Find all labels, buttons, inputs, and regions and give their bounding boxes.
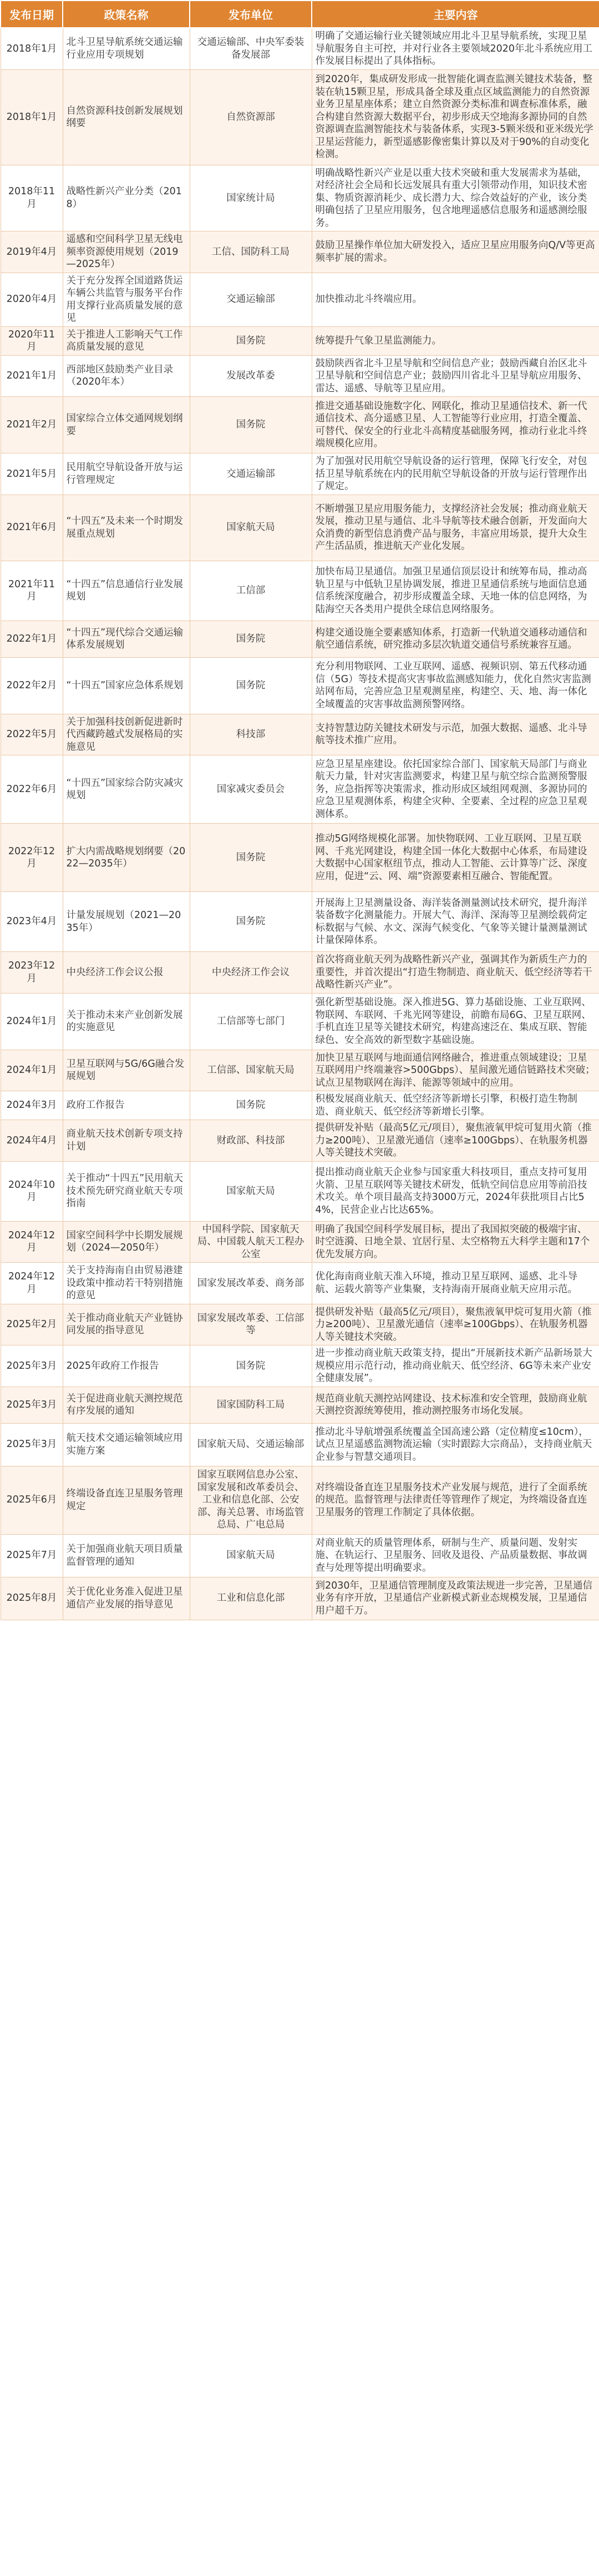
cell-issuing-unit: 国务院 [190, 621, 312, 657]
cell-policy-name: 关于加强商业航天项目质量监督管理的通知 [63, 1534, 190, 1577]
table-row [1, 69, 599, 165]
cell-policy-name: 战略性新兴产业分类（2018） [63, 165, 190, 231]
cell-issuing-unit: 国务院 [190, 657, 312, 714]
cell-date: 2022年5月 [1, 714, 63, 755]
cell-date: 2025年3月 [1, 1345, 63, 1387]
cell-issuing-unit: 中央经济工作会议 [190, 952, 312, 994]
table-header-row [1, 1, 599, 28]
table-row [1, 657, 599, 714]
cell-policy-name: “十四五”信息通信行业发展规划 [63, 561, 190, 621]
table-row [1, 165, 599, 231]
cell-policy-name: 关于推动未来产业创新发展的实施意见 [63, 993, 190, 1050]
cell-policy-name: 国家空间科学中长期发展规划（2024—2050年） [63, 1221, 190, 1263]
cell-main-content: 提出推动商业航天企业参与国家重大科技项目，重点支持可复用火箭、卫星互联网等关键技术研发，低轨空间信息应用等前沿技术攻关。单个项目最高支持3000万元，2024年获批项目占比54%，民营企业占比达65%。 [312, 1161, 599, 1221]
cell-main-content: 提供研发补贴（最高5亿元/项目），聚焦液氧甲烷可复用火箭（推力≥200吨）、卫星激光通信（速率≥100Gbps）、在轨服务机器人等关键技术突破。 [312, 1120, 599, 1162]
cell-date: 2021年11月 [1, 561, 63, 621]
cell-date: 2025年8月 [1, 1577, 63, 1620]
cell-issuing-unit: 发展改革委 [190, 355, 312, 397]
cell-policy-name: 西部地区鼓励类产业目录（2020年本） [63, 355, 190, 397]
cell-date: 2024年1月 [1, 993, 63, 1050]
header-policy-name: 政策名称 [63, 1, 190, 28]
cell-main-content: 不断增强卫星应用服务能力，支撑经济社会发展；推动商业航天发展，推动卫星与通信、北斗导航等技术融合创新，开发面向大众消费的新型信息消费产品与服务，丰富应用场景，提升大众生产生活品质，推进航天产业化发展。 [312, 495, 599, 561]
cell-date: 2024年4月 [1, 1120, 63, 1162]
cell-issuing-unit: 国务院 [190, 1091, 312, 1120]
table-row [1, 1466, 599, 1534]
cell-main-content: 统筹提升气象卫星监测能力。 [312, 326, 599, 355]
cell-issuing-unit: 国家航天局、交通运输部 [190, 1423, 312, 1466]
cell-date: 2018年1月 [1, 28, 63, 69]
cell-date: 2025年2月 [1, 1304, 63, 1345]
table-row [1, 892, 599, 952]
table-row [1, 453, 599, 495]
cell-policy-name: 遥感和空间科学卫星无线电频率资源使用规划（2019—2025年） [63, 231, 190, 273]
table-row [1, 1221, 599, 1263]
table-row [1, 28, 599, 69]
cell-issuing-unit: 国务院 [190, 397, 312, 453]
cell-policy-name: 关于推动商业航天产业链协同发展的指导意见 [63, 1304, 190, 1345]
cell-date: 2025年6月 [1, 1466, 63, 1534]
cell-date: 2022年6月 [1, 755, 63, 824]
cell-date: 2024年10月 [1, 1161, 63, 1221]
cell-main-content: 加快推动北斗终端应用。 [312, 273, 599, 326]
cell-main-content: 优化海南商业航天准入环境，推动卫星互联网、遥感、北斗导航、运载火箭等产业集聚，支持海南开展商业航天应用示范。 [312, 1263, 599, 1304]
cell-main-content: 鼓励卫星操作单位加大研发投入，适应卫星应用服务向Q/V等更高频率扩展的需求。 [312, 231, 599, 273]
cell-policy-name: 关于加强科技创新促进新时代西藏跨越式发展格局的实施意见 [63, 714, 190, 755]
cell-main-content: 推动5G网络规模化部署。加快物联网、工业互联网、卫星互联网、千兆光网建设，构建全国一体化大数据中心体系，布局建设大数据中心国家枢纽节点，推动人工智能、云计算等广泛、深度应用，促进“云、网、端”资源要素相互融合、智能配置。 [312, 824, 599, 892]
cell-main-content: 明确了我国空间科学发展目标，提出了我国拟突破的极端宇宙、时空涟漪、日地全景、宜居行星、太空格物五大科学主题和17个优先发展方向。 [312, 1221, 599, 1263]
table-row [1, 755, 599, 824]
cell-main-content: 鼓励陕西省北斗卫星导航和空间信息产业；鼓励西藏自治区北斗卫星导航和空间信息产业；鼓励四川省北斗卫星导航应用服务、雷达、遥感、导航等卫星应用。 [312, 355, 599, 397]
cell-issuing-unit: 国务院 [190, 1345, 312, 1387]
cell-policy-name: “十四五”及未来一个时期发展重点规划 [63, 495, 190, 561]
table-row [1, 1345, 599, 1387]
cell-policy-name: 扩大内需战略规划纲要（2022—2035年） [63, 824, 190, 892]
cell-issuing-unit: 交通运输部 [190, 453, 312, 495]
cell-policy-name: “十四五”现代综合交通运输体系发展规划 [63, 621, 190, 657]
cell-issuing-unit: 工信部、国家航天局 [190, 1050, 312, 1091]
cell-main-content: 明确战略性新兴产业是以重大技术突破和重大发展需求为基础，对经济社会全局和长远发展具有重大引领带动作用，知识技术密集、物质资源消耗少、成长潜力大、综合效益好的产业，该分类明确包括了卫星应用服务，包含地理遥感信息服务和遥感测绘服务。 [312, 165, 599, 231]
table-body [1, 28, 599, 1620]
cell-issuing-unit: 工业和信息化部 [190, 1577, 312, 1620]
cell-date: 2023年4月 [1, 892, 63, 952]
cell-issuing-unit: 工信部等七部门 [190, 993, 312, 1050]
cell-issuing-unit: 国务院 [190, 326, 312, 355]
cell-issuing-unit: 科技部 [190, 714, 312, 755]
cell-date: 2021年6月 [1, 495, 63, 561]
cell-date: 2019年4月 [1, 231, 63, 273]
cell-policy-name: 航天技术交通运输领域应用实施方案 [63, 1423, 190, 1466]
cell-date: 2024年12月 [1, 1263, 63, 1304]
cell-policy-name: 国家综合立体交通网规划纲要 [63, 397, 190, 453]
table-row [1, 1120, 599, 1162]
cell-main-content: 到2030年，卫星通信管理制度及政策法规进一步完善，卫星通信业务有序开放，卫星通信产业新模式新业态规模发展，卫星通信用户超千万。 [312, 1577, 599, 1620]
cell-main-content: 推进交通基础设施数字化、网联化，推动卫星通信技术、新一代通信技术、高分遥感卫星、人工智能等行业应用，打造全覆盖、可替代、保安全的行业北斗高精度基础服务网，推动行业北斗终端规模化应用。 [312, 397, 599, 453]
cell-date: 2025年3月 [1, 1387, 63, 1423]
table-row [1, 993, 599, 1050]
header-main-content: 主要内容 [312, 1, 599, 28]
cell-issuing-unit: 国务院 [190, 824, 312, 892]
cell-main-content: 对商业航天的质量管理体系，研制与生产、质量问题、发射实施、在轨运行、卫星服务、回收及退役、产品质量数据、事故调查与处理等提出明确要求。 [312, 1534, 599, 1577]
cell-policy-name: 政府工作报告 [63, 1091, 190, 1120]
cell-issuing-unit: 工信、国防科工局 [190, 231, 312, 273]
cell-date: 2023年12月 [1, 952, 63, 994]
cell-issuing-unit: 国家航天局 [190, 1161, 312, 1221]
table-row [1, 1387, 599, 1423]
cell-date: 2025年3月 [1, 1423, 63, 1466]
cell-issuing-unit: 自然资源部 [190, 69, 312, 165]
cell-date: 2021年1月 [1, 355, 63, 397]
cell-date: 2022年2月 [1, 657, 63, 714]
cell-issuing-unit: 国家发展改革委、商务部 [190, 1263, 312, 1304]
cell-date: 2024年12月 [1, 1221, 63, 1263]
cell-date: 2018年1月 [1, 69, 63, 165]
cell-date: 2024年1月 [1, 1050, 63, 1091]
cell-main-content: 加快卫星互联网与地面通信网络融合，推进重点领域建设；卫星互联网用户终端兼容>500Gbps）、星间激光通信链路技术突破；试点卫星物联网在海洋、能源等领域中的应用。 [312, 1050, 599, 1091]
cell-issuing-unit: 国家国防科工局 [190, 1387, 312, 1423]
cell-main-content: 强化新型基础设施。深入推进5G、算力基础设施、工业互联网、物联网、车联网、千兆光网等建设，前瞻布局6G、卫星互联网、手机直连卫星等关键技术研究，构建高速泛在、集成互联、智能绿色、安全高效的新型数字基础设施。 [312, 993, 599, 1050]
cell-main-content: 推动北斗导航增强系统覆盖全国高速公路（定位精度≤10cm），试点卫星遥感监测物流运输（实时跟踪大宗商品），支持商业航天企业参与智慧交通项目。 [312, 1423, 599, 1466]
table-row [1, 1304, 599, 1345]
cell-main-content: 明确了交通运输行业关键领域应用北斗卫星导航系统，实现卫星导航服务自主可控，并对行业各主要领域2020年北斗系统应用工作发展目标提出了具体指标。 [312, 28, 599, 69]
cell-main-content: 对终端设备直连卫星服务技术产业发展与规范，进行了全面系统的规范。监督管理与法律责任等管理作了规定，为终端设备直连卫星服务的管理工作制定了具体依据。 [312, 1466, 599, 1534]
cell-date: 2018年11月 [1, 165, 63, 231]
cell-policy-name: 民用航空导航设备开放与运行管理规定 [63, 453, 190, 495]
cell-policy-name: 关于推动“十四五”民用航天技术预先研究商业航天专项指南 [63, 1161, 190, 1221]
table-row [1, 1161, 599, 1221]
cell-policy-name: 关于促进商业航天测控规范有序发展的通知 [63, 1387, 190, 1423]
cell-date: 2022年12月 [1, 824, 63, 892]
cell-issuing-unit: 国家发展改革委、工信部等 [190, 1304, 312, 1345]
header-date: 发布日期 [1, 1, 63, 28]
cell-date: 2020年4月 [1, 273, 63, 326]
cell-date: 2021年2月 [1, 397, 63, 453]
table-row [1, 1050, 599, 1091]
table-row [1, 1423, 599, 1466]
cell-issuing-unit: 交通运输部、中央军委装备发展部 [190, 28, 312, 69]
cell-main-content: 支持智慧边防关键技术研发与示范，加强大数据、遥感、北斗导航等技术推广应用。 [312, 714, 599, 755]
cell-main-content: 构建交通设施全要素感知体系，打造新一代轨道交通移动通信和航空通信系统，研究推动多层次轨道交通信号系统兼容互通。 [312, 621, 599, 657]
cell-issuing-unit: 交通运输部 [190, 273, 312, 326]
cell-policy-name: “十四五”国家应急体系规划 [63, 657, 190, 714]
table-row [1, 231, 599, 273]
cell-policy-name: 关于充分发挥全国道路货运车辆公共监管与服务平台作用支撑行业高质量发展的意见 [63, 273, 190, 326]
table-row [1, 561, 599, 621]
cell-main-content: 充分利用物联网、工业互联网、遥感、视频识别、第五代移动通信（5G）等技术提高灾害事故监测感知能力，优化自然灾害监测站网布局，完善应急卫星观测星座，构建空、天、地、海一体化全域覆盖的灾害事故监测预警网络。 [312, 657, 599, 714]
cell-main-content: 进一步推动商业航天政策支持，提出“开展新技术新产品新场景大规模应用示范行动，推动商业航天、低空经济、6G等未来产业安全健康发展”。 [312, 1345, 599, 1387]
cell-date: 2025年7月 [1, 1534, 63, 1577]
cell-policy-name: 2025年政府工作报告 [63, 1345, 190, 1387]
cell-policy-name: 商业航天技术创新专项支持计划 [63, 1120, 190, 1162]
cell-issuing-unit: 国家统计局 [190, 165, 312, 231]
cell-issuing-unit: 国家互联网信息办公室、国家发展和改革委员会、工业和信息化部、公安部、海关总署、市场监管总局、广电总局 [190, 1466, 312, 1534]
cell-policy-name: 关于优化业务准入促进卫星通信产业发展的指导意见 [63, 1577, 190, 1620]
cell-policy-name: 自然资源科技创新发展规划纲要 [63, 69, 190, 165]
cell-date: 2022年1月 [1, 621, 63, 657]
table-row [1, 621, 599, 657]
cell-main-content: 应急卫星星座建设。依托国家综合部门、国家航天局部门与商业航天力量，针对灾害监测要求，构建卫星与航空综合监测预警服务，应急指挥等决策需求，推动形成区域组网观测、多源协同的应急卫星观测体系，构建全灾种、全要素、全过程的应急卫星观测体系。 [312, 755, 599, 824]
table-row [1, 1091, 599, 1120]
cell-issuing-unit: 国家减灾委员会 [190, 755, 312, 824]
cell-policy-name: 计量发展规划（2021—2035年） [63, 892, 190, 952]
cell-main-content: 开展海上卫星测量设备、海洋装备测量测试技术研究，提升海洋装备数字化测量能力。开展大气、海洋、深海等卫星测绘载荷定标数据与气候、水文、深海气候变化、气象等关键计量测量测试计量保障体系。 [312, 892, 599, 952]
cell-date: 2021年5月 [1, 453, 63, 495]
table-row [1, 1577, 599, 1620]
table-row [1, 824, 599, 892]
table-row [1, 1534, 599, 1577]
cell-issuing-unit: 财政部、科技部 [190, 1120, 312, 1162]
cell-policy-name: 卫星互联网与5G/6G融合发展规划 [63, 1050, 190, 1091]
cell-policy-name: 关于推进人工影响天气工作高质量发展的意见 [63, 326, 190, 355]
table-row [1, 355, 599, 397]
cell-issuing-unit: 国务院 [190, 892, 312, 952]
cell-date: 2024年3月 [1, 1091, 63, 1120]
cell-main-content: 提供研发补贴（最高5亿元/项目），聚焦液氧甲烷可复用火箭（推力≥200吨）、卫星激光通信（速率≥100Gbps）、在轨服务机器人等关键技术突破。 [312, 1304, 599, 1345]
table-row [1, 714, 599, 755]
cell-main-content: 积极发展商业航天、低空经济等新增长引擎，积极打造生物制造、商业航天、低空经济等新增长引擎。 [312, 1091, 599, 1120]
cell-date: 2020年11月 [1, 326, 63, 355]
cell-main-content: 到2020年，集成研发形成一批智能化调查监测关键技术装备，整装在轨15颗卫星，形成具备全球及重点区域监测能力的自然资源业务卫星星座体系；建立自然资源分类标准和调查标准体系，融合构建自然资源大数据平台，初步形成天空地海多源协同的自然资源调查监测智能技术与装备体系，实现3-5颗米级和亚米级光学卫星运营能力，新型遥感影像密集计算以及对于90%的自动变化检测。 [312, 69, 599, 165]
cell-main-content: 加快布局卫星通信。加强卫星通信顶层设计和统筹布局，推动高轨卫星与中低轨卫星协调发展，推进卫星通信系统与地面信息通信系统深度融合，初步形成覆盖全球、天地一体的信息网络，为陆海空天各类用户提供全球信息网络服务。 [312, 561, 599, 621]
cell-main-content: 为了加强对民用航空导航设备的运行管理，保障飞行安全，对包括卫星导航系统在内的民用航空导航设备的开放与运行管理作出了规定。 [312, 453, 599, 495]
table-row [1, 397, 599, 453]
cell-policy-name: “十四五”国家综合防灾减灾规划 [63, 755, 190, 824]
header-issuing-unit: 发布单位 [190, 1, 312, 28]
cell-policy-name: 关于支持海南自由贸易港建设政策中推动若干特别措施的意见 [63, 1263, 190, 1304]
cell-issuing-unit: 国家航天局 [190, 495, 312, 561]
table-row [1, 273, 599, 326]
cell-policy-name: 北斗卫星导航系统交通运输行业应用专项规划 [63, 28, 190, 69]
cell-policy-name: 终端设备直连卫星服务管理规定 [63, 1466, 190, 1534]
table-row [1, 326, 599, 355]
cell-issuing-unit: 工信部 [190, 561, 312, 621]
table-row [1, 495, 599, 561]
table-row [1, 1263, 599, 1304]
cell-issuing-unit: 中国科学院、国家航天局、中国载人航天工程办公室 [190, 1221, 312, 1263]
cell-main-content: 首次将商业航天列为战略性新兴产业，强调其作为新质生产力的重要性，并首次提出“打造生物制造、商业航天、低空经济等若干战略性新兴产业”。 [312, 952, 599, 994]
cell-issuing-unit: 国家航天局 [190, 1534, 312, 1577]
table-row [1, 952, 599, 994]
cell-main-content: 规范商业航天测控站网建设、技术标准和安全管理，鼓励商业航天测控资源统筹使用，推动测控服务市场化发展。 [312, 1387, 599, 1423]
cell-policy-name: 中央经济工作会议公报 [63, 952, 190, 994]
